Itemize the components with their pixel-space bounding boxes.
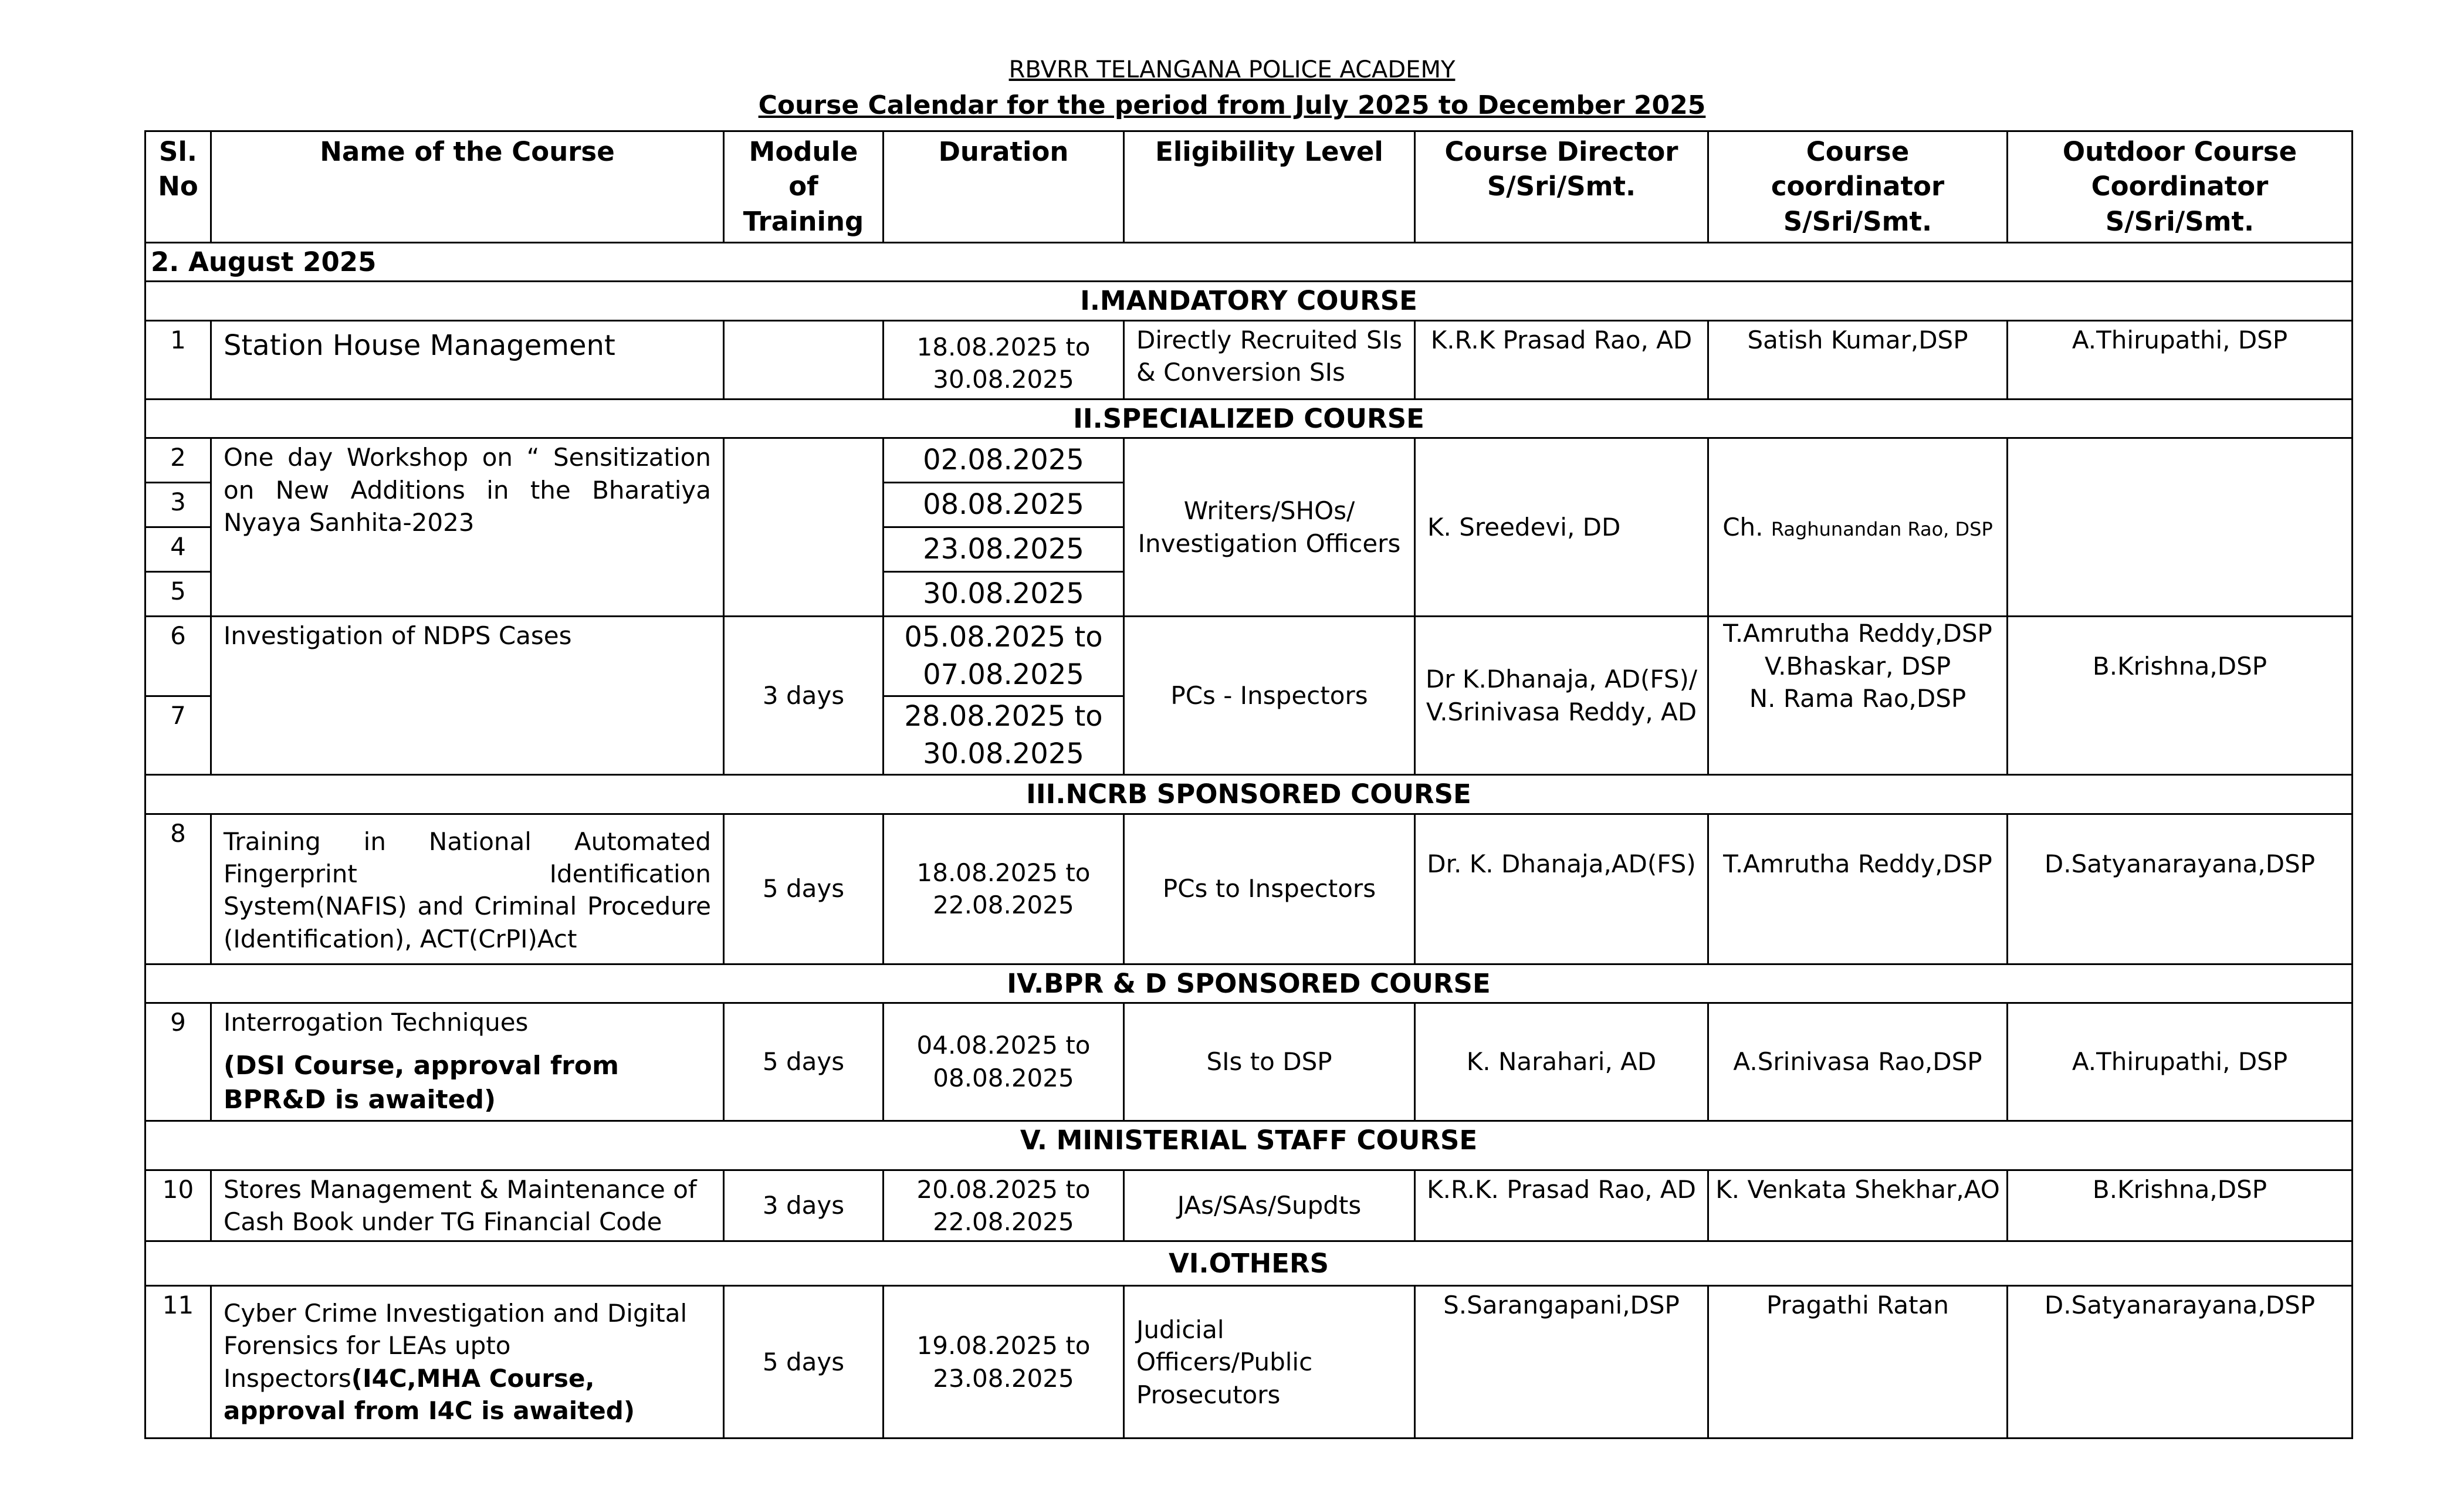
section-bprd: IV.BPR & D SPONSORED COURSE [145,964,2353,1003]
course-coordinator [1708,438,2008,617]
section-others: VI.OTHERS [145,1241,2353,1286]
coordinator-line: T.Amrutha Reddy,DSP [1723,619,1992,648]
section-row [145,1241,2353,1286]
duration: 23.08.2025 [884,527,1124,572]
outdoor-coordinator: A.Thirupathi, DSP [2008,1003,2353,1121]
course-calendar-table [144,130,2353,1439]
section-mandatory: I.MANDATORY COURSE [145,282,2353,320]
section-row [145,399,2353,438]
course-coordinator: T.Amrutha Reddy,DSP [1708,814,2008,964]
duration: 28.08.2025 to 30.08.2025 [884,696,1124,775]
sl-no: 4 [145,527,211,572]
col-header-director: Course Director S/Sri/Smt. [1415,131,1708,243]
course-name: Stores Management & Maintenance of Cash Book under TG Financial Code [211,1170,724,1241]
duration: 30.08.2025 [884,572,1124,617]
table-row [145,617,2353,696]
eligibility: PCs - Inspectors [1124,617,1415,775]
sl-no: 7 [145,696,211,775]
section-row [145,1121,2353,1170]
outdoor-coordinator: D.Satyanarayana,DSP [2008,814,2353,964]
module: 3 days [724,1170,884,1241]
module [724,438,884,617]
sl-no: 11 [145,1286,211,1439]
eligibility: Judicial Officers/Public Prosecutors [1124,1286,1415,1439]
header-row [145,131,2353,243]
section-row [145,282,2353,320]
course-coordinator: Pragathi Ratan [1708,1286,2008,1439]
col-header-coordinator: Course coordinator S/Sri/Smt. [1708,131,2008,243]
course-name: One day Workshop on “ Sensitization on New Additions in the Bharatiya Nyaya Sanhita-2023 [211,438,724,617]
course-director: S.Sarangapani,DSP [1415,1286,1708,1439]
sl-no: 6 [145,617,211,696]
duration: 08.08.2025 [884,483,1124,527]
module: 5 days [724,1286,884,1439]
duration: 18.08.2025 to 30.08.2025 [884,320,1124,399]
duration: 04.08.2025 to 08.08.2025 [884,1003,1124,1121]
course-note: (I4C,MHA Course, approval from I4C is awaited) [224,1363,635,1426]
outdoor-coordinator: D.Satyanarayana,DSP [2008,1286,2353,1439]
col-header-name: Name of the Course [211,131,724,243]
course-name [211,1003,724,1121]
coordinator-line: N. Rama Rao,DSP [1749,684,1967,713]
section-ncrb: III.NCRB SPONSORED COURSE [145,775,2353,814]
module [724,320,884,399]
col-header-duration: Duration [884,131,1124,243]
module: 3 days [724,617,884,775]
course-director: K. Sreedevi, DD [1415,438,1708,617]
outdoor-coordinator: B.Krishna,DSP [2008,1170,2353,1241]
sl-no: 1 [145,320,211,399]
table-row [145,1170,2353,1241]
sl-no: 10 [145,1170,211,1241]
module: 5 days [724,814,884,964]
outdoor-coordinator: B.Krishna,DSP [2008,617,2353,775]
course-coordinator [1708,617,2008,775]
course-director: Dr K.Dhanaja, AD(FS)/ V.Srinivasa Reddy, AD [1415,617,1708,775]
course-director: K.R.K Prasad Rao, AD [1415,320,1708,399]
table-row [145,320,2353,399]
module: 5 days [724,1003,884,1121]
sl-no: 9 [145,1003,211,1121]
sl-no: 2 [145,438,211,483]
section-row [145,775,2353,814]
course-coordinator: A.Srinivasa Rao,DSP [1708,1003,2008,1121]
section-ministerial: V. MINISTERIAL STAFF COURSE [145,1121,2353,1170]
sl-no: 3 [145,483,211,527]
course-director: K. Narahari, AD [1415,1003,1708,1121]
eligibility: Writers/SHOs/ Investigation Officers [1124,438,1415,617]
course-name: Investigation of NDPS Cases [211,617,724,775]
course-note: (DSI Course, approval from BPR&D is awaited) [224,1051,619,1115]
course-title: Interrogation Techniques [224,1007,529,1037]
sl-no: 5 [145,572,211,617]
coordinator-line: V.Bhaskar, DSP [1764,651,1951,681]
coordinator-name: Raghunandan Rao, DSP [1771,517,1993,540]
course-director: K.R.K. Prasad Rao, AD [1415,1170,1708,1241]
col-header-eligibility: Eligibility Level [1124,131,1415,243]
course-name [211,1286,724,1439]
outdoor-coordinator: A.Thirupathi, DSP [2008,320,2353,399]
eligibility: PCs to Inspectors [1124,814,1415,964]
course-name: Training in National Automated Fingerprint Identification System(NAFIS) and Criminal Procedure (Identification), ACT(CrPI)Act [211,814,724,964]
month-label: 2. August 2025 [145,243,2353,282]
section-specialized: II.SPECIALIZED COURSE [145,399,2353,438]
academy-title: RBVRR TELANGANA POLICE ACADEMY [1008,56,1456,83]
course-coordinator: K. Venkata Shekhar,AO [1708,1170,2008,1241]
table-row [145,438,2353,483]
col-header-module: Module of Training [724,131,884,243]
duration: 20.08.2025 to 22.08.2025 [884,1170,1124,1241]
eligibility: Directly Recruited SIs & Conversion SIs [1124,320,1415,399]
section-row [145,964,2353,1003]
duration: 18.08.2025 to 22.08.2025 [884,814,1124,964]
course-name: Station House Management [211,320,724,399]
calendar-title: Course Calendar for the period from July 2025 to December 2025 [758,90,1706,120]
course-director: Dr. K. Dhanaja,AD(FS) [1415,814,1708,964]
duration: 05.08.2025 to 07.08.2025 [884,617,1124,696]
course-title: Cyber Crime Investigation and Digital Forensics for LEAs upto Inspectors [224,1299,688,1393]
eligibility: SIs to DSP [1124,1003,1415,1121]
duration: 02.08.2025 [884,438,1124,483]
table-row [145,1286,2353,1439]
table-row [145,814,2353,964]
course-coordinator: Satish Kumar,DSP [1708,320,2008,399]
duration: 19.08.2025 to 23.08.2025 [884,1286,1124,1439]
month-row [145,243,2353,282]
col-header-outdoor: Outdoor Course Coordinator S/Sri/Smt. [2008,131,2353,243]
table-row [145,1003,2353,1121]
eligibility: JAs/SAs/Supdts [1124,1170,1415,1241]
col-header-sl: Sl. No [145,131,211,243]
outdoor-coordinator [2008,438,2353,617]
coordinator-prefix: Ch. [1722,512,1764,541]
sl-no: 8 [145,814,211,964]
